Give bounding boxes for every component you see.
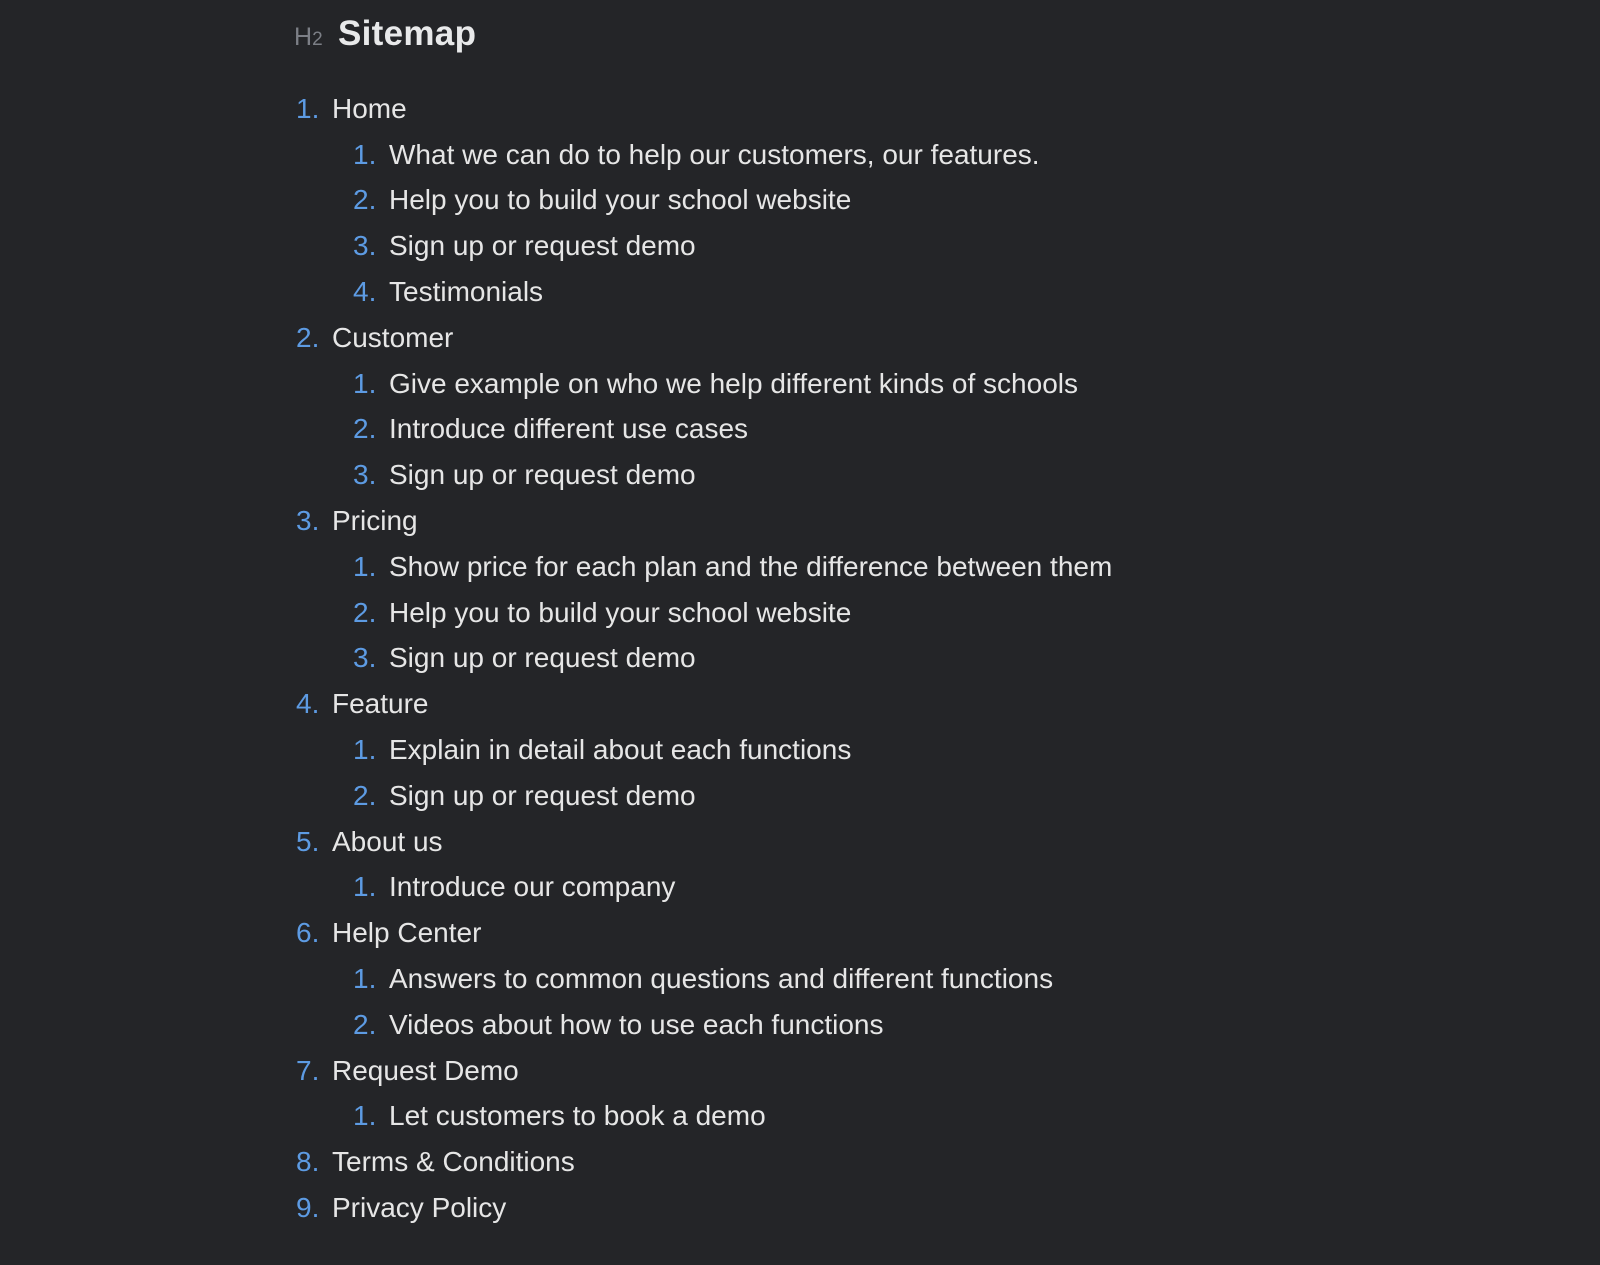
- sitemap-list: [296, 86, 1396, 1231]
- list-item-number: 8.: [296, 1146, 320, 1178]
- sub-list-item[interactable]: [296, 132, 1396, 178]
- sub-list-item-number: 3.: [353, 230, 377, 262]
- sub-list-item[interactable]: [296, 178, 1396, 224]
- sub-list-item-label: Testimonials: [389, 276, 544, 308]
- list-item-label: Customer: [332, 321, 454, 353]
- list-item-number: 3.: [296, 505, 320, 537]
- sub-list-item-label: Answers to common questions and different functions: [389, 963, 1054, 995]
- sub-list-item-number: 3.: [353, 642, 377, 674]
- sub-list-item-label: What we can do to help our customers, our features.: [389, 138, 1040, 170]
- sub-list-item[interactable]: [296, 865, 1396, 911]
- sub-list-item-label: Explain in detail about each functions: [389, 734, 852, 766]
- list-item[interactable]: [296, 498, 1396, 544]
- list-item-number: 7.: [296, 1054, 320, 1086]
- sub-list-item[interactable]: [296, 636, 1396, 682]
- sub-list-item[interactable]: [296, 1002, 1396, 1048]
- page-title-row: [296, 14, 1396, 64]
- list-item-number: 1.: [296, 92, 320, 124]
- list-item-number: 2.: [296, 321, 320, 353]
- sub-list-item-number: 3.: [353, 459, 377, 491]
- sub-list-item-label: Introduce our company: [389, 871, 676, 903]
- list-item-label: About us: [332, 825, 443, 857]
- sub-list-item-number: 1.: [353, 138, 377, 170]
- sub-list-item[interactable]: [296, 544, 1396, 590]
- sub-list-item-number: 1.: [353, 734, 377, 766]
- list-item-label: Request Demo: [332, 1054, 519, 1086]
- sub-list-item-label: Sign up or request demo: [389, 230, 696, 262]
- sub-list-item[interactable]: [296, 452, 1396, 498]
- sub-list-item[interactable]: [296, 407, 1396, 453]
- sub-list-item-number: 2.: [353, 184, 377, 216]
- list-item[interactable]: [296, 315, 1396, 361]
- sub-list-item[interactable]: [296, 361, 1396, 407]
- sub-list-item-label: Videos about how to use each functions: [389, 1008, 884, 1040]
- heading-marker-level: 2: [312, 29, 323, 50]
- sub-list-item[interactable]: [296, 269, 1396, 315]
- sub-list-item-label: Help you to build your school website: [389, 596, 852, 628]
- sub-list-item[interactable]: [296, 727, 1396, 773]
- sub-list-item-label: Sign up or request demo: [389, 642, 696, 674]
- list-item-label: Terms & Conditions: [332, 1146, 575, 1178]
- sub-list-item-number: 1.: [353, 550, 377, 582]
- list-item-number: 6.: [296, 917, 320, 949]
- list-item[interactable]: [296, 1048, 1396, 1094]
- sub-list-item-number: 2.: [353, 1008, 377, 1040]
- sub-list-item[interactable]: [296, 956, 1396, 1002]
- list-item-label: Feature: [332, 688, 429, 720]
- sub-list-item[interactable]: [296, 223, 1396, 269]
- sub-list-item[interactable]: [296, 1094, 1396, 1140]
- list-item[interactable]: [296, 1139, 1396, 1185]
- page-title[interactable]: Sitemap: [338, 14, 477, 53]
- list-item[interactable]: [296, 681, 1396, 727]
- sub-list-item-number: 2.: [353, 596, 377, 628]
- sub-list-item-number: 1.: [353, 963, 377, 995]
- sub-list-item-label: Sign up or request demo: [389, 779, 696, 811]
- document: [296, 14, 1396, 1231]
- sub-list-item-number: 2.: [353, 779, 377, 811]
- sub-list-item-label: Introduce different use cases: [389, 413, 749, 445]
- sub-list-item-label: Show price for each plan and the difference between them: [389, 550, 1113, 582]
- list-item-number: 5.: [296, 825, 320, 857]
- list-item[interactable]: [296, 1185, 1396, 1231]
- list-item-label: Pricing: [332, 505, 418, 537]
- sub-list-item-label: Give example on who we help different kinds of schools: [389, 367, 1078, 399]
- sub-list-item-number: 1.: [353, 367, 377, 399]
- list-item[interactable]: [296, 86, 1396, 132]
- sub-list-item[interactable]: [296, 773, 1396, 819]
- list-item[interactable]: [296, 819, 1396, 865]
- list-item-label: Privacy Policy: [332, 1192, 507, 1224]
- sub-list-item[interactable]: [296, 590, 1396, 636]
- sub-list-item-label: Sign up or request demo: [389, 459, 696, 491]
- sub-list-item-number: 4.: [353, 276, 377, 308]
- sub-list-item-label: Help you to build your school website: [389, 184, 852, 216]
- sub-list-item-number: 2.: [353, 413, 377, 445]
- heading-level-marker: [294, 23, 338, 52]
- list-item-label: Home: [332, 92, 407, 124]
- list-item-label: Help Center: [332, 917, 482, 949]
- list-item[interactable]: [296, 910, 1396, 956]
- list-item-number: 9.: [296, 1192, 320, 1224]
- sub-list-item-label: Let customers to book a demo: [389, 1100, 766, 1132]
- heading-marker-letter: H: [294, 23, 313, 51]
- sub-list-item-number: 1.: [353, 871, 377, 903]
- list-item-number: 4.: [296, 688, 320, 720]
- sub-list-item-number: 1.: [353, 1100, 377, 1132]
